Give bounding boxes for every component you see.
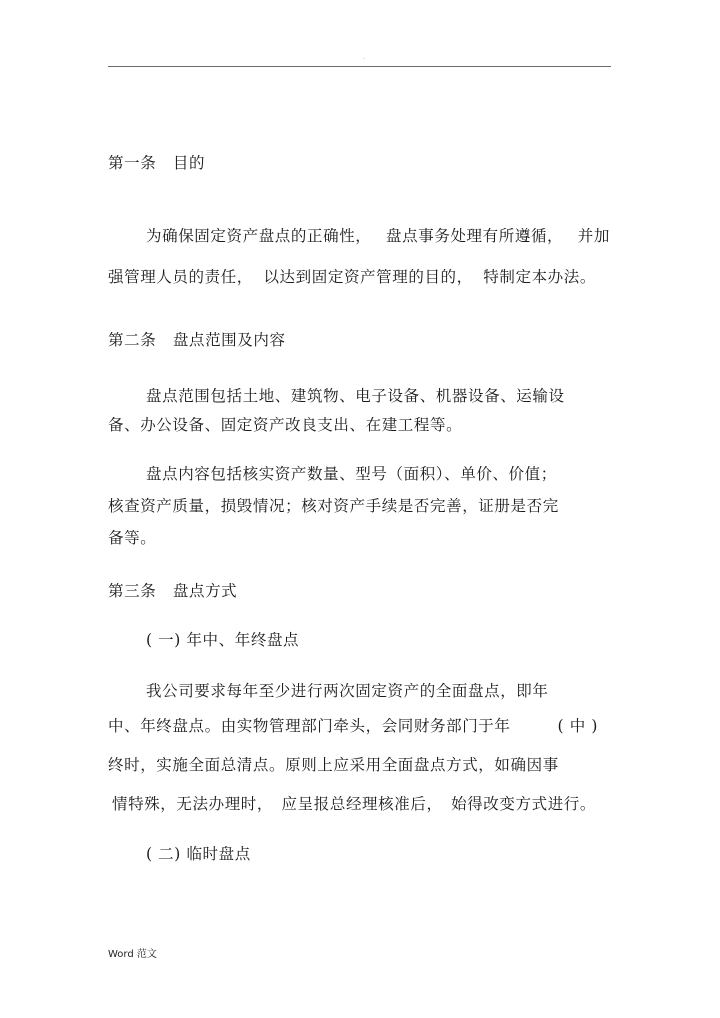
- section-3-subheading-1: ( 一) 年中、年终盘点: [146, 631, 300, 649]
- text-segment: 始得改变方式进行。: [451, 795, 596, 813]
- text-segment: 为确保固定资产盘点的正确性，: [146, 227, 372, 245]
- header-rule: [108, 66, 611, 67]
- section-2-paragraph-2-line-3: 备等。: [108, 529, 157, 547]
- text-segment: 中、年终盘点。由实物管理部门牵头，会同财务部门于年: [108, 717, 511, 735]
- section-2-title: 第二条 盘点范围及内容: [108, 331, 286, 349]
- text-segment: 情特殊，无法办理时，: [112, 795, 274, 813]
- section-3-title: 第三条 盘点方式: [108, 582, 238, 600]
- section-1-paragraph-line-2: [108, 267, 596, 287]
- section-3-paragraph-line-3: 终时，实施全面总清点。原则上应采用全面盘点方式，如确因事: [108, 756, 559, 774]
- section-2-paragraph-2-line-1: 盘点内容包括核实资产数量、型号（面积）、单价、价值；: [146, 465, 557, 483]
- footer-label: Word 范文: [108, 949, 157, 960]
- text-segment: 强管理人员的责任，: [108, 268, 253, 286]
- section-3-paragraph-line-4: [112, 794, 596, 814]
- section-2-paragraph-1-line-2: 备、办公设备、固定资产改良支出、在建工程等。: [108, 416, 463, 434]
- section-3-paragraph-line-1: 我公司要求每年至少进行两次固定资产的全面盘点，即年: [146, 682, 549, 700]
- section-1-paragraph-line-1: [146, 226, 610, 246]
- text-segment: 应呈报总经理核准后，: [281, 795, 443, 813]
- section-3-paragraph-line-2: [108, 716, 598, 736]
- text-segment: ( 中 ): [557, 717, 598, 735]
- text-segment: 特制定本办法。: [483, 268, 596, 286]
- text-segment: 以达到固定资产管理的目的，: [263, 268, 473, 286]
- section-3-subheading-2: ( 二) 临时盘点: [146, 845, 251, 863]
- text-segment: 并加: [577, 227, 610, 245]
- section-2-paragraph-2-line-2: 核查资产质量，损毁情况；核对资产手续是否完善，证册是否完: [108, 497, 559, 515]
- text-segment: 盘点事务处理有所遵循，: [386, 227, 564, 245]
- section-1-title: 第一条 目的: [108, 154, 206, 172]
- section-2-paragraph-1-line-1: 盘点范围包括土地、建筑物、电子设备、机器设备、运输设: [146, 387, 565, 405]
- header-mark: .: [363, 54, 365, 61]
